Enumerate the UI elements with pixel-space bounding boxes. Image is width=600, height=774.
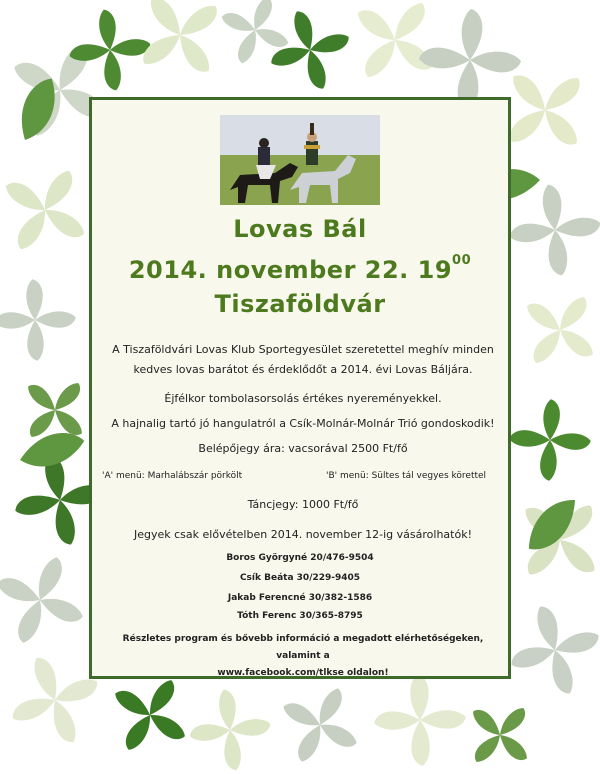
event-title: Lovas Bál [233, 215, 367, 243]
event-time-superscript: 00 [452, 253, 472, 268]
contact-line: Tóth Ferenc 30/365-8795 [237, 611, 363, 621]
contact-line: Boros Györgyné 20/476-9504 [226, 553, 374, 563]
event-date [92, 253, 508, 284]
footer-line-1: Részletes program és bővebb információ a megadott elérhetőségeken, valamint a [122, 634, 484, 661]
raffle-text: Éjfélkor tombolasorsolás értékes nyereményekkel. [164, 392, 442, 405]
presale-text: Jegyek csak elővételben 2014. november 12-ig vásárolhatók! [134, 528, 472, 541]
invite-paragraph [98, 340, 508, 380]
invitation-card [89, 97, 511, 679]
horse-riders-photo [220, 115, 380, 205]
event-date-text: 2014. november 22. 19 [128, 256, 453, 284]
menu-b-text: 'B' menü: Sültes tál vegyes körettel [326, 471, 487, 481]
menu-a-text: 'A' menü: Marhalábszár pörkölt [102, 471, 243, 481]
contact-line: Csík Beáta 30/229-9405 [239, 573, 361, 583]
ticket-price-text: Belépőjegy ára: vacsorával 2500 Ft/fő [198, 442, 408, 455]
dance-ticket-text: Táncjegy: 1000 Ft/fő [247, 498, 359, 511]
footer-link-text: www.facebook.com/tlkse oldalon! [217, 668, 389, 678]
invite-line-2: kedves lovas barátot és érdeklődőt a 2014. évi Lovas Báljára. [133, 363, 473, 376]
invite-line-1: A Tiszaföldvári Lovas Klub Sportegyesület szeretettel meghív minden [112, 343, 494, 356]
event-place: Tiszaföldvár [214, 290, 386, 318]
music-text: A hajnalig tartó jó hangulatról a Csík-Molnár-Molnár Trió gondoskodik! [111, 417, 495, 430]
footer-info [100, 631, 506, 682]
contact-line: Jakab Ferencné 30/382-1586 [227, 593, 373, 603]
